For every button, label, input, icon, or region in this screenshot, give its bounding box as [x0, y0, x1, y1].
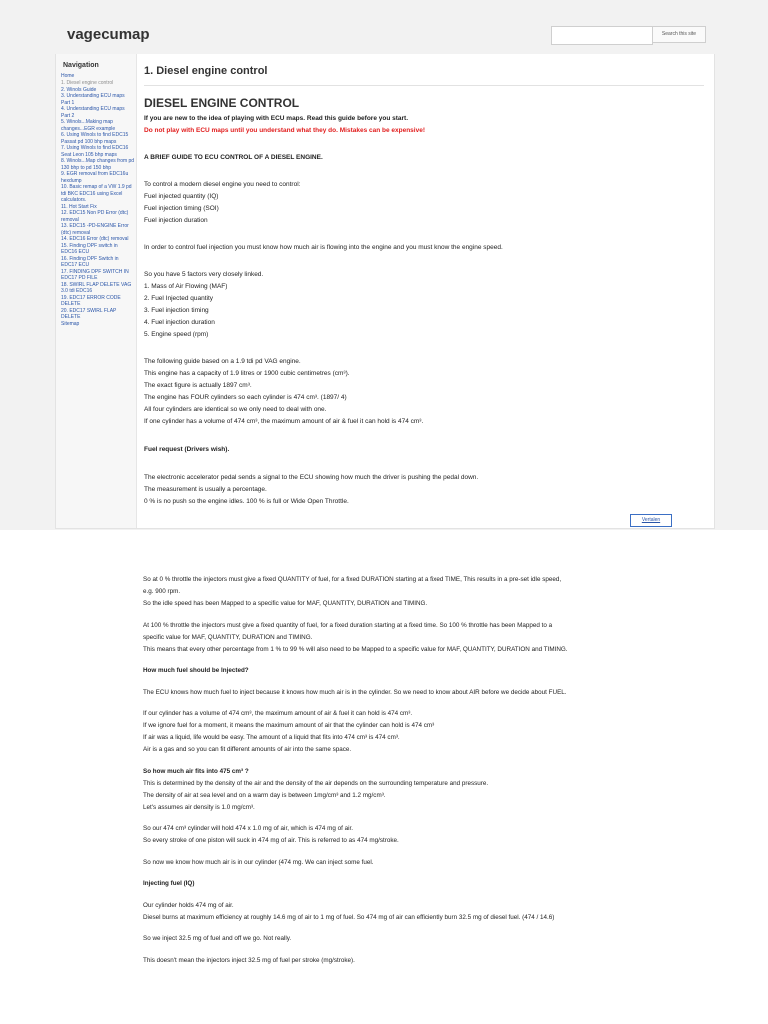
sidebar-item[interactable]: 12. EDC15 Non PD Error (dtc) removal	[61, 210, 129, 223]
article-line: So our 474 cm³ cylinder will hold 474 x 1.0 mg of air, which is 474 mg of air.	[143, 825, 353, 832]
article-line: So the idle speed has been Mapped to a specific value for MAF, QUANTITY, DURATION and TIMING.	[143, 600, 428, 607]
translate-button[interactable]: Vertalen	[630, 514, 672, 527]
factors-intro: So you have 5 factors very closely linked.	[144, 271, 264, 278]
article-line: So we inject 32.5 mg of fuel and off we go. Not really.	[143, 935, 292, 942]
factor-item: 1. Mass of Air Flowing (MAF)	[144, 283, 228, 290]
factor-item: 5. Engine speed (rpm)	[144, 331, 209, 338]
intro-text: If you are new to the idea of playing with ECU maps. Read this guide before you start.	[144, 115, 409, 122]
site-header	[55, 18, 713, 54]
article-line: Let's assumes air density is 1.0 mg/cm³.	[143, 803, 255, 811]
sidebar-item[interactable]: 17. FINDING DPF SWITCH IN EDC17 PD FILE	[61, 269, 129, 282]
article-line: This is determined by the density of the air and the density of the air depends on the surrounding temperature and pressure.	[143, 779, 489, 787]
article-line: If air was a liquid, life would be easy. The amount of a liquid that fits into 474 cm³ is 474 cm³.	[143, 734, 400, 741]
sidebar-item[interactable]: 14. EDC16 Error (dtc) removal	[61, 236, 129, 243]
sidebar-item[interactable]: 8. Winols...Map changes from pd 130 bhp to pd 150 bhp	[61, 158, 135, 171]
article-line: So now we know how much air is in our cylinder (474 mg. We can inject some fuel.	[143, 858, 374, 866]
page-title: 1. Diesel engine control	[144, 65, 268, 77]
site-title[interactable]: vagecumap	[67, 26, 150, 43]
control-intro: To control a modern diesel engine you need to control:	[144, 181, 301, 188]
factor-item: 2. Fuel Injected quantity	[144, 295, 214, 302]
sidebar-item[interactable]: 4. Understanding ECU maps Part 2	[61, 106, 125, 119]
section-heading: Injecting fuel (IQ)	[143, 880, 195, 887]
sidebar-item[interactable]: 3. Understanding ECU maps Part 1	[61, 93, 125, 106]
air-paragraph: In order to control fuel injection you must know how much air is flowing into the engine and you must know the engine speed.	[144, 244, 503, 251]
article-line: e.g. 900 rpm.	[143, 588, 181, 595]
factor-item: 4. Fuel injection duration	[144, 319, 215, 326]
article-line: If we ignore fuel for a moment, it means the maximum amount of air that the cylinder can hold is 474 cm³	[143, 722, 435, 729]
sidebar-item[interactable]: 1. Diesel engine control	[61, 79, 114, 86]
content-sheet	[55, 54, 715, 529]
nav-list	[61, 73, 135, 328]
article-line: The density of air at sea level and on a warm day is between 1mg/cm³ and 1.2 mg/cm³.	[143, 791, 386, 799]
sidebar-item[interactable]: 18. SWIRL FLAP DELETE VAG 3.0 tdi EDC16	[61, 282, 132, 295]
sidebar	[56, 54, 137, 528]
factor-item: 3. Fuel injection timing	[144, 307, 209, 314]
sidebar-item[interactable]: Sitemap	[61, 321, 80, 328]
sidebar-item[interactable]: Home	[61, 73, 75, 79]
section-heading: How much fuel should be Injected?	[143, 667, 249, 674]
engine-line: If one cylinder has a volume of 474 cm³, the maximum amount of air & fuel it can hold is 474 cm³.	[144, 418, 424, 425]
sidebar-item[interactable]: 6. Using Winols to find EDC15 Passat pd 100 bhp maps	[61, 132, 129, 145]
control-item: Fuel injected quantity (IQ)	[144, 193, 219, 200]
article-line: Air is a gas and so you can fit different amounts of air into the same space.	[143, 746, 352, 753]
control-item: Fuel injection duration	[144, 217, 208, 224]
title-divider	[144, 85, 704, 86]
sidebar-item[interactable]: 5. Winols...Making map changes...EGR example	[61, 119, 116, 132]
article-line: This doesn't mean the injectors inject 32.5 mg of fuel per stroke (mg/stroke).	[143, 956, 355, 964]
sidebar-item[interactable]: 11. Hot Start Fix	[61, 203, 97, 210]
article-line: Diesel burns at maximum efficiency at roughly 14.6 mg of air to 1 mg of fuel. So 474 mg of air can efficiently burn 32.5 mg of diesel fuel. (474 / 14.6)	[143, 913, 555, 921]
sidebar-item[interactable]: 15. Finding DPF switch in EDC16 ECU	[61, 243, 118, 256]
sidebar-item[interactable]: 20. EDC17 SWIRL FLAP DELETE	[61, 308, 117, 321]
section-heading: So how much air fits into 475 cm³ ?	[143, 767, 249, 775]
pedal-line: The measurement is usually a percentage.	[144, 486, 267, 493]
article-line: If our cylinder has a volume of 474 cm³, the maximum amount of air & fuel it can hold is 474 cm³.	[143, 710, 413, 717]
article-heading: DIESEL ENGINE CONTROL	[144, 96, 300, 110]
article-line: specific value for MAF, QUANTITY, DURATION and TIMING.	[143, 633, 313, 641]
search-button[interactable]: Search this site	[652, 26, 706, 43]
warning-text: Do not play with ECU maps until you understand what they do. Mistakes can be expensive!	[144, 127, 425, 134]
engine-line: The following guide based on a 1.9 tdi pd VAG engine.	[144, 358, 301, 365]
engine-line: The engine has FOUR cylinders so each cylinder is 474 cm³. (1897/ 4)	[144, 394, 347, 401]
sidebar-item[interactable]: 16. Finding DPF Switch in EDC17 ECU	[61, 256, 119, 269]
engine-line: The exact figure is actually 1897 cm³.	[144, 382, 252, 389]
article-line: Our cylinder holds 474 mg of air.	[143, 901, 234, 909]
sidebar-item[interactable]: 13. EDC15 -PD-ENGINE Error (dtc) removal	[61, 223, 129, 236]
article-line: So at 0 % throttle the injectors must give a fixed QUANTITY of fuel, for a fixed DURATION starting at a fixed TIME, This results in a pre-set idle speed,	[143, 576, 562, 583]
pedal-line: The electronic accelerator pedal sends a signal to the ECU showing how much the driver is pushing the pedal down.	[144, 474, 479, 481]
article-line: This means that every other percentage from 1 % to 99 % will also need to be Mapped to a specific value for MAF, QUANTITY, DURATION and TIMING.	[143, 645, 568, 653]
sidebar-item[interactable]: 9. EGR removal from EDC16u hexdump	[61, 171, 129, 184]
control-item: Fuel injection timing (SOI)	[144, 205, 219, 212]
fuel-request-heading: Fuel request (Drivers wish).	[144, 446, 230, 453]
sidebar-item[interactable]: 2. Winols Guide	[61, 86, 97, 93]
search-input[interactable]	[551, 26, 653, 45]
engine-line: All four cylinders are identical so we only need to deal with one.	[144, 406, 327, 413]
sidebar-item[interactable]: 10. Basic remap of a VW 1.9 pd tdi BKC EDC16 using Excel calculators.	[61, 184, 132, 203]
sidebar-item[interactable]: 19. EDC17 ERROR CODE DELETE	[61, 295, 121, 308]
article-line: At 100 % throttle the injectors must give a fixed quantity of fuel, for a fixed duration starting at a fixed time. So 100 % throttle has been Mapped to a	[143, 621, 553, 629]
pedal-line: 0 % is no push so the engine idles. 100 % is full or Wide Open Throttle.	[144, 498, 349, 505]
sidebar-item[interactable]: 7. Using Winols to find EDC16 Seat Leon 105 bhp maps	[61, 145, 129, 158]
nav-title: Navigation	[63, 62, 99, 69]
article-line: The ECU knows how much fuel to inject because it knows how much air is in the cylinder. So we need to know about AIR before we decide about FUEL.	[143, 688, 567, 696]
engine-line: This engine has a capacity of 1.9 litres or 1900 cubic centimetres (cm³).	[144, 370, 350, 377]
guide-heading: A BRIEF GUIDE TO ECU CONTROL OF A DIESEL ENGINE.	[144, 154, 323, 161]
article-line: So every stroke of one piston will suck in 474 mg of air. This is referred to as 474 mg/stroke.	[143, 837, 399, 844]
